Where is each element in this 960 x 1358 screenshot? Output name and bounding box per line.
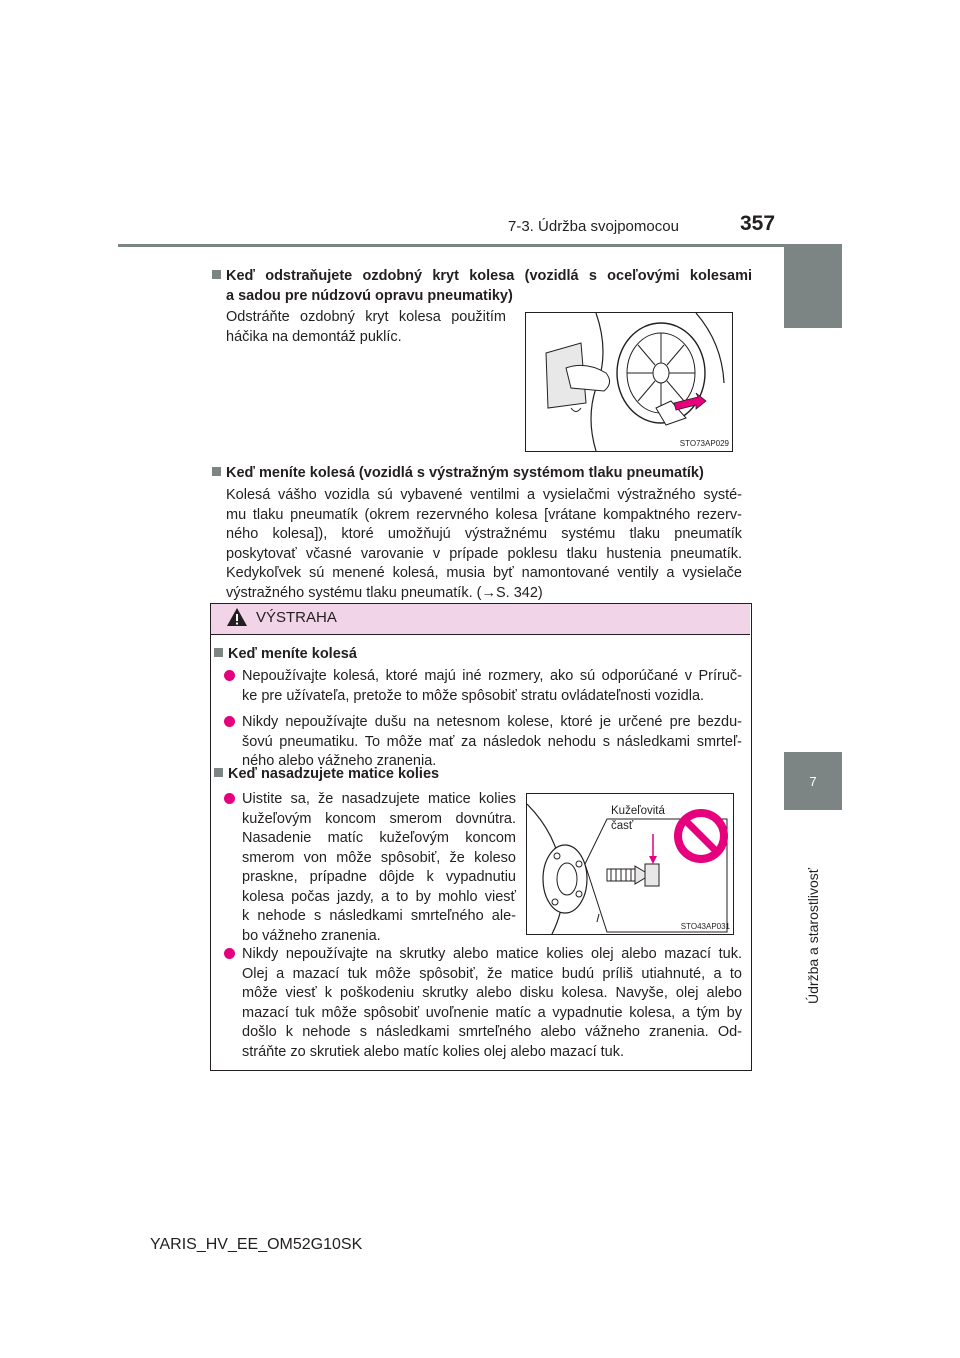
wheel-hand-illustration <box>526 313 732 451</box>
chapter-title-tab[interactable] <box>784 812 842 1060</box>
section-title: 7-3. Údržba svojpomocou <box>508 218 679 235</box>
bullet-icon <box>224 948 235 959</box>
square-bullet-icon <box>212 467 221 476</box>
side-tab-top <box>784 246 842 328</box>
figure-code: STO43AP031 <box>680 922 730 931</box>
warning-sub2-bullet1: Uistite sa, že nasadzujete matice kolies kužeľovým koncom smerom dovnútra. Nasadenie matíc kužeľovým koncom smerom von môže spôsobiť, že koleso praskne, prípadne dôjde k vypadnutiu kolesa počas jazdy, a to by mohlo viesť k nehode s následkami smrteľného ale- bo vážneho zranenia. <box>224 790 516 946</box>
cone-part-label: Kužeľovitá časť <box>611 805 665 832</box>
warning-title: VÝSTRAHA <box>256 609 337 626</box>
bullet-icon <box>224 716 235 727</box>
bullet-icon <box>224 793 235 804</box>
figure-code: STO73AP029 <box>679 439 729 448</box>
section2-paragraph: Kolesá vášho vozidla sú vybavené ventilmi a vysielačmi výstražného systé- mu tlaku pneumatík (okrem rezervného kolesa [vrátane kompaktného rezerv- ného kolesa]), ktoré umožňujú výstražnému systému tlaku pneumatík poskytovať včasné varovanie v prípade poklesu tlaku hustenia pneumatík. Kedykoľvek sú menené kolesá, musia byť namontované ventily a vysielače výstražného systému tlaku pneumatík. (→S. 342) <box>226 487 742 601</box>
section1-heading: Keď odstraňujete ozdobný kryt kolesa (vozidlá s oceľovými kolesami a sadou pre núdzovú opravu pneumatiky) <box>212 266 752 306</box>
section1-text: Odstráňte ozdobný kryt kolesa použitím háčika na demontáž puklíc. <box>226 309 506 345</box>
section2-heading: Keď meníte kolesá (vozidlá s výstražným systémom tlaku pneumatík) <box>212 463 704 483</box>
square-bullet-icon <box>212 270 221 279</box>
warning-sub1-heading: Keď meníte kolesá <box>214 644 357 664</box>
warning-sub2-bullet2: Nikdy nepoužívajte na skrutky alebo matice kolies olej alebo mazací tuk. Olej a mazací tuk môže spôsobiť, že matice budú príliš utiahnuté, a to môže viesť k poškodeniu skrutky alebo disku kolesa. Navyše, olej alebo mazací tuk môže spôsobiť uvoľnenie matíc a vypadnutie kolesa, a tým by došlo k nehode s následkami smrteľného alebo vážneho zranenia. Od- stráňte zo skrutiek alebo matíc kolies olej alebo mazací tuk. <box>224 945 742 1062</box>
bullet-icon <box>224 670 235 681</box>
square-bullet-icon <box>214 768 223 777</box>
warning-triangle-icon <box>226 607 248 627</box>
lug-nut-figure <box>526 793 734 935</box>
square-bullet-icon <box>214 648 223 657</box>
warning-sub1-bullet2: Nikdy nepoužívajte dušu na netesnom kolese, ktoré je určené pre bezdu- šovú pneumatiku. To môže mať za následok nehodu s následkami smrteľ- ného alebo vážneho zranenia. <box>224 713 742 772</box>
chapter-title: Údržba a starostlivosť <box>805 868 821 1004</box>
page-number: 357 <box>740 212 776 235</box>
header-rule <box>118 244 842 247</box>
hubcap-removal-figure <box>525 312 733 452</box>
warning-sub2-heading: Keď nasadzujete matice kolies <box>214 764 439 784</box>
chapter-number-tab[interactable]: 7 <box>784 752 842 810</box>
footer-code: YARIS_HV_EE_OM52G10SK <box>150 1236 363 1253</box>
warning-sub1-bullet1: Nepoužívajte kolesá, ktoré majú iné rozmery, ako sú odporúčané v Príruč- ke pre užívateľa, pretože to môže spôsobiť stratu ovládateľnosti vozidla. <box>224 667 742 706</box>
